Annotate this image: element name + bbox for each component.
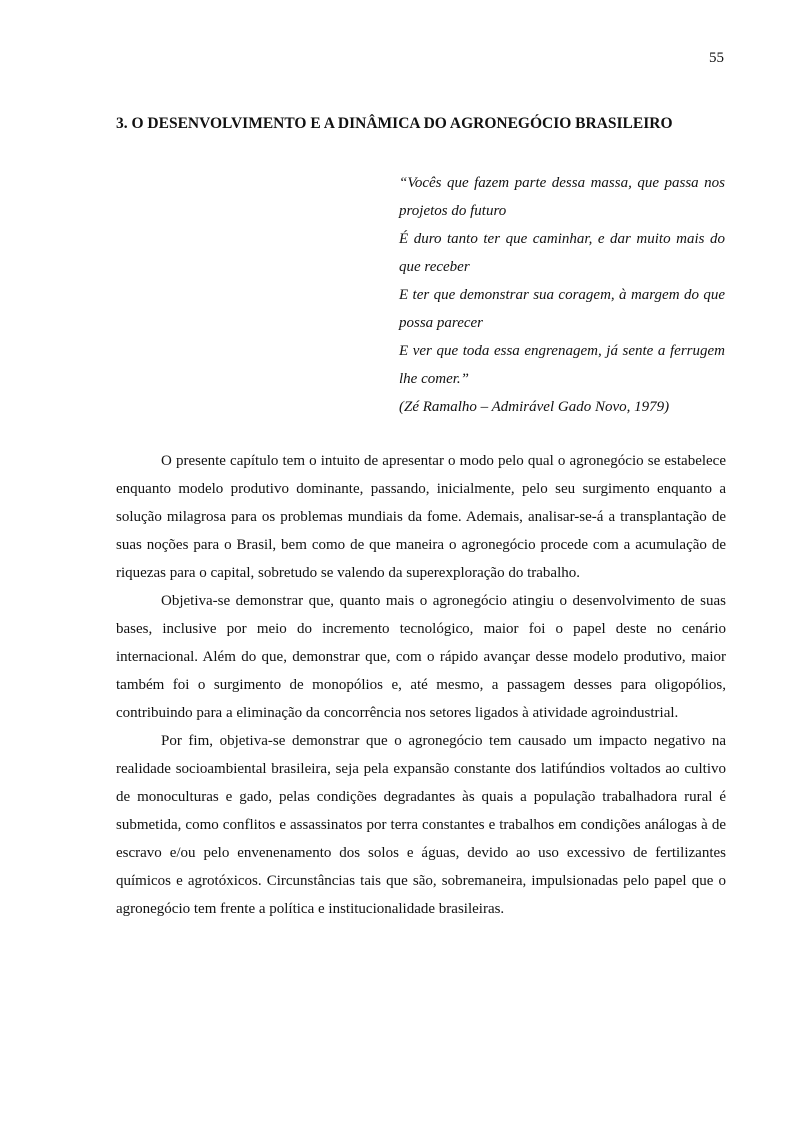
chapter-heading: 3. O DESENVOLVIMENTO E A DINÂMICA DO AGRONEGÓCIO BRASILEIRO	[116, 115, 673, 132]
epigraph-line: E ver que toda essa engrenagem, já sente a ferrugem lhe comer.”	[399, 343, 725, 387]
body-paragraph: O presente capítulo tem o intuito de apresentar o modo pelo qual o agronegócio se estabelece enquanto modelo produtivo dominante, passando, inicialmente, pelo seu surgimento enquanto a solução milagrosa para os problemas mundiais da fome. Ademais, analisar-se-á a transplantação de suas noções para o Brasil, bem como de que maneira o agronegócio procede com a acumulação de riquezas para o capital, sobretudo se valendo da superexploração do trabalho.	[116, 453, 726, 581]
body-paragraph: Por fim, objetiva-se demonstrar que o agronegócio tem causado um impacto negativo na realidade socioambiental brasileira, seja pela expansão constante dos latifúndios voltados ao cultivo de monoculturas e gado, pelas condições degradantes às quais a população trabalhadora rural é submetida, como conflitos e assassinatos por terra constantes e trabalhos em condições análogas à de escravo e/ou pelo envenenamento dos solos e águas, devido ao uso excessivo de fertilizantes químicos e agrotóxicos. Circunstâncias tais que são, sobremaneira, impulsionadas pelo papel que o agronegócio tem frente a política e institucionalidade brasileiras.	[116, 733, 726, 917]
epigraph-line: E ter que demonstrar sua coragem, à margem do que possa parecer	[399, 287, 725, 331]
epigraph-attribution: (Zé Ramalho – Admirável Gado Novo, 1979)	[399, 399, 670, 415]
epigraph-line: É duro tanto ter que caminhar, e dar muito mais do que receber	[399, 231, 725, 275]
body-paragraph: Objetiva-se demonstrar que, quanto mais o agronegócio atingiu o desenvolvimento de suas bases, inclusive por meio do incremento tecnológico, maior foi o papel deste no cenário internacional. Além do que, demonstrar que, com o rápido avançar desse modelo produtivo, maior também foi o surgimento de monopólios e, até mesmo, a passagem desses para oligopólios, contribuindo para a eliminação da concorrência nos setores ligados à atividade agroindustrial.	[116, 593, 726, 721]
epigraph-quote	[399, 169, 725, 421]
body-text	[116, 447, 726, 923]
epigraph-line: “Vocês que fazem parte dessa massa, que passa nos projetos do futuro	[399, 175, 725, 219]
page-number: 55	[709, 50, 724, 66]
